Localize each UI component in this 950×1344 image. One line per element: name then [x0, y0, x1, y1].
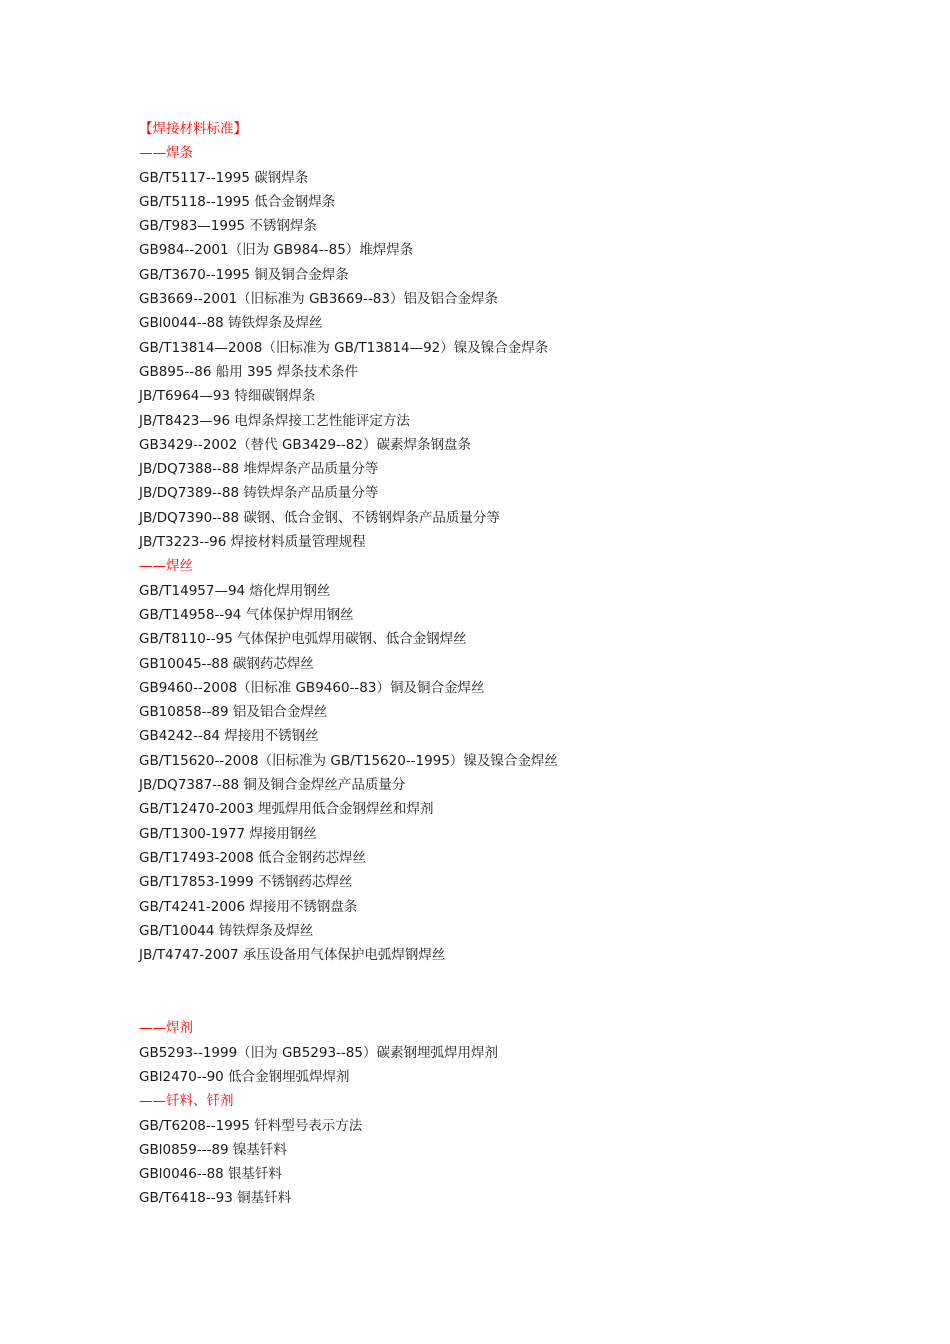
list-item: GB895--86 船用 395 焊条技术条件	[139, 363, 359, 380]
list-item: GB/T14957—94 熔化焊用钢丝	[139, 582, 331, 599]
list-item: GB4242--84 焊接用不锈钢丝	[139, 728, 319, 745]
list-item: JB/DQ7389--88 铸铁焊条产品质量分等	[139, 485, 379, 502]
list-item: JB/DQ7390--88 碳钢、低合金钢、不锈钢焊条产品质量分等	[139, 509, 500, 526]
list-item: GBl0044--88 铸铁焊条及焊丝	[139, 315, 323, 332]
list-item: GB10858--89 铝及铝合金焊丝	[139, 704, 328, 721]
section-wires	[139, 554, 839, 967]
list-item: GB9460--2008（旧标准 GB9460--83）铜及铜合金焊丝	[139, 679, 485, 696]
list-item: JB/T3223--96 焊接材料质量管理规程	[139, 534, 366, 551]
section-electrodes	[139, 141, 839, 554]
section-heading: ——焊丝	[139, 558, 193, 575]
document-title: 【焊接材料标准】	[139, 121, 247, 137]
list-item: JB/DQ7387--88 铜及铜合金焊丝产品质量分	[139, 777, 406, 794]
list-item: GBl0046--88 银基钎料	[139, 1166, 283, 1183]
list-item: GB/T6418--93 铜基钎料	[139, 1190, 292, 1207]
section-brazing	[139, 1089, 839, 1210]
list-item: JB/T4747-2007 承压设备用气体保护电弧焊钢焊丝	[139, 947, 446, 964]
list-item: GB/T6208--1995 钎料型号表示方法	[139, 1117, 363, 1134]
list-item: GB/T5117--1995 碳钢焊条	[139, 169, 309, 186]
blank-space	[139, 967, 839, 1016]
list-item: GB/T10044 铸铁焊条及焊丝	[139, 922, 314, 939]
list-item: GB3669--2001（旧标准为 GB3669--83）铝及铝合金焊条	[139, 291, 498, 308]
list-item: GB/T12470-2003 埋弧焊用低合金钢焊丝和焊剂	[139, 801, 434, 818]
section-fluxes	[139, 1016, 839, 1089]
list-item: JB/T6964—93 特细碳钢焊条	[139, 388, 316, 405]
list-item: GB/T15620--2008（旧标准为 GB/T15620--1995）镍及镍合金焊丝	[139, 752, 558, 769]
list-item: GBl2470--90 低合金钢埋弧焊焊剂	[139, 1068, 350, 1085]
section-heading: ——焊剂	[139, 1020, 193, 1037]
list-item: GB/T8110--95 气体保护电弧焊用碳钢、低合金钢焊丝	[139, 631, 467, 648]
list-item: GB10045--88 碳钢药芯焊丝	[139, 655, 314, 672]
list-item: GB/T5118--1995 低合金钢焊条	[139, 193, 336, 210]
list-item: GB/T983—1995 不锈钢焊条	[139, 218, 317, 235]
list-item: JB/DQ7388--88 堆焊焊条产品质量分等	[139, 461, 379, 478]
list-item: GB/T4241-2006 焊接用不锈钢盘条	[139, 898, 358, 915]
list-item: GB5293--1999（旧为 GB5293--85）碳素钢埋弧焊用焊剂	[139, 1044, 498, 1061]
list-item: GB984--2001（旧为 GB984--85）堆焊焊条	[139, 242, 414, 259]
list-item: GB/T17853-1999 不锈钢药芯焊丝	[139, 874, 353, 891]
document-content	[139, 117, 839, 1211]
list-item: GB/T14958--94 气体保护焊用钢丝	[139, 606, 354, 623]
section-heading: ——钎料、钎剂	[139, 1093, 234, 1110]
list-item: GB/T3670--1995 铜及铜合金焊条	[139, 266, 349, 283]
list-item: GB/T1300-1977 焊接用钢丝	[139, 825, 317, 842]
list-item: GB/T13814—2008（旧标准为 GB/T13814—92）镍及镍合金焊条	[139, 339, 549, 356]
list-item: GB3429--2002（替代 GB3429--82）碳素焊条钢盘条	[139, 436, 471, 453]
list-item: GB/T17493-2008 低合金钢药芯焊丝	[139, 849, 366, 866]
list-item: JB/T8423—96 电焊条焊接工艺性能评定方法	[139, 412, 410, 429]
section-heading: ——焊条	[139, 145, 193, 162]
list-item: GBl0859---89 镍基钎料	[139, 1141, 287, 1158]
